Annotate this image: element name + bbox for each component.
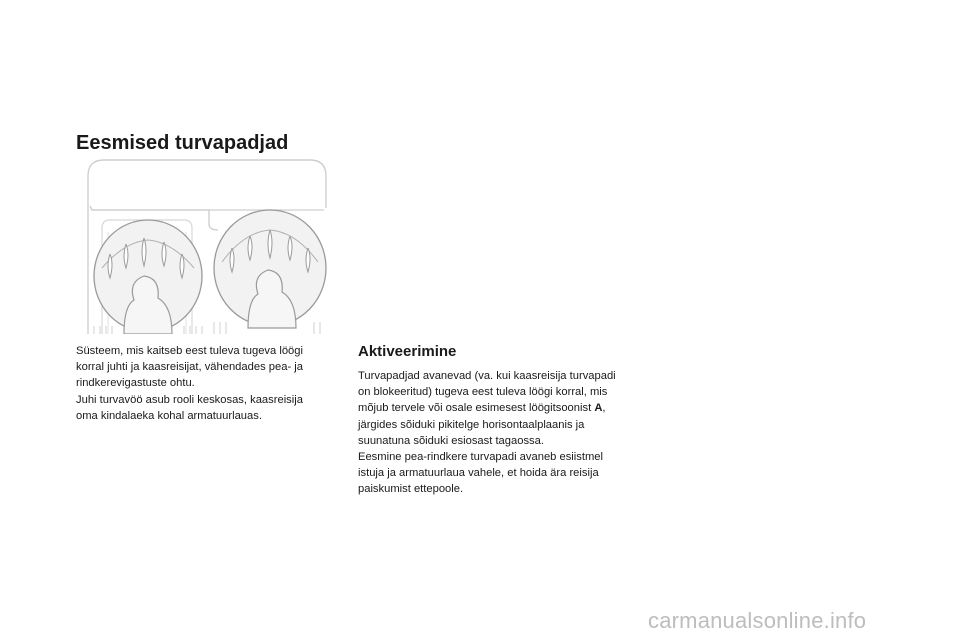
- intro-text: [76, 343, 326, 424]
- intro-paragraph-2: Juhi turvavöö asub rooli keskosas, kaasreisija oma kindalaeka kohal armatuurlauas.: [76, 393, 303, 422]
- zone-label: A: [594, 402, 603, 415]
- airbag-illustration: [84, 158, 330, 334]
- intro-paragraph-1: Süsteem, mis kaitseb eest tuleva tugeva löögi korral juhti ja kaasreisijat, vähendades pea- ja rindkerevigastuste ohtu.: [76, 345, 303, 390]
- activation-paragraph-2: Eesmine pea-rindkere turvapadi avaneb esiistmel istuja ja armatuurlaua vahele, et hoida ära reisija paiskumist ettepoole.: [358, 451, 604, 496]
- page-title: Eesmised turvapadjad: [76, 132, 289, 154]
- activation-text-part: Turvapadjad avanevad (va. kui kaasreisija turvapadi on blokeeritud) tugeva eest tuleva löögi korral, mis mõjub tervele või osale esimesest löögitsoonist: [358, 370, 616, 415]
- activation-text: [358, 368, 628, 498]
- activation-heading: Aktiveerimine: [358, 343, 457, 360]
- activation-paragraph-1: [358, 368, 628, 449]
- watermark: carmanualsonline.info: [648, 608, 867, 633]
- activation-text-part: , järgides sõiduki pikitelge horisontaalplaanis ja suunatuna sõiduki esiosast tagaossa.: [358, 402, 606, 447]
